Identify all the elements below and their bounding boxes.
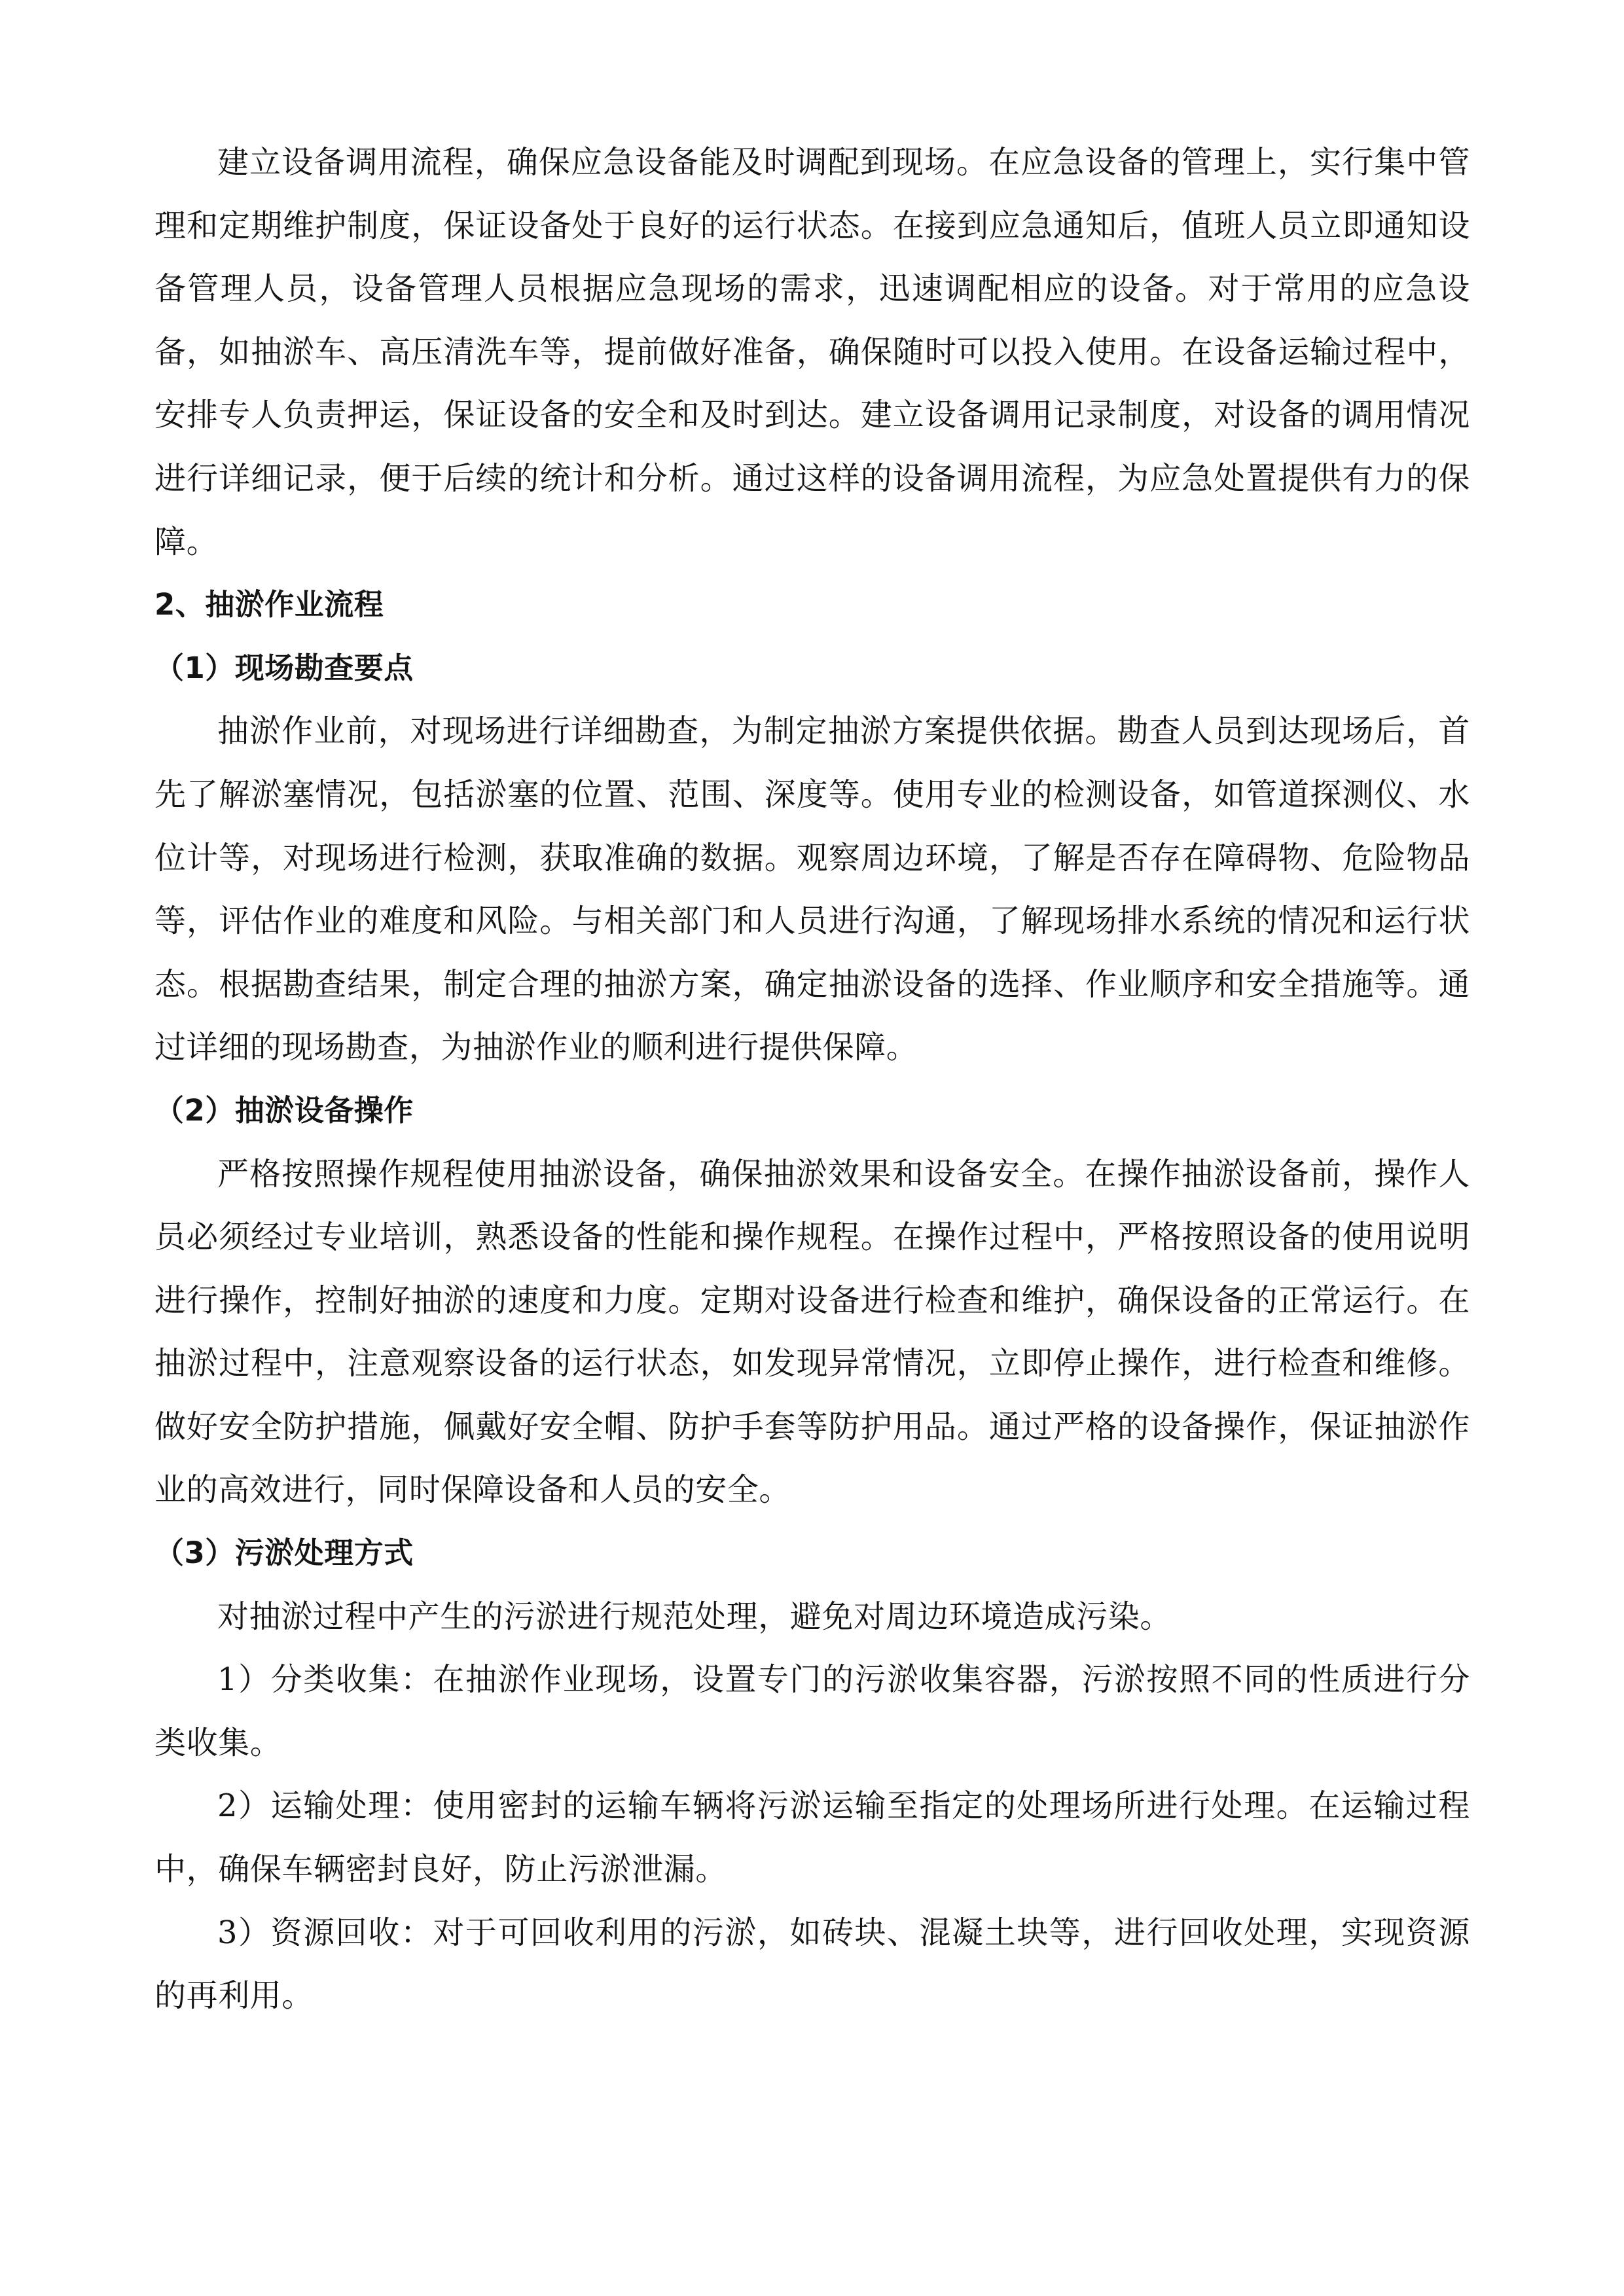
- list-item-transport-treatment: 2）运输处理：使用密封的运输车辆将污淤运输至指定的处理场所进行处理。在运输过程中，确保车辆密封良好，防止污淤泄漏。: [154, 1787, 1470, 1888]
- list-item-sorted-collection: 1）分类收集：在抽淤作业现场，设置专门的污淤收集容器，污淤按照不同的性质进行分类收集。: [154, 1661, 1470, 1761]
- paragraph-site-survey: 抽淤作业前，对现场进行详细勘查，为制定抽淤方案提供依据。勘查人员到达现场后，首先了解淤塞情况，包括淤塞的位置、范围、深度等。使用专业的检测设备，如管道探测仪、水位计等，对现场进行检测，获取准确的数据。观察周边环境，了解是否存在障碍物、危险物品等，评估作业的难度和风险。与相关部门和人员进行沟通，了解现场排水系统的情况和运行状态。根据勘查结果，制定合理的抽淤方案，确定抽淤设备的选择、作业顺序和安全措施等。通过详细的现场勘查，为抽淤作业的顺利进行提供保障。: [154, 713, 1470, 1066]
- subsection-heading-equipment-operation: （2）抽淤设备操作: [154, 1092, 414, 1128]
- subsection-heading-site-survey: （1）现场勘查要点: [154, 650, 414, 685]
- paragraph-equipment-dispatch: 建立设备调用流程，确保应急设备能及时调配到现场。在应急设备的管理上，实行集中管理和定期维护制度，保证设备处于良好的运行状态。在接到应急通知后，值班人员立即通知设备管理人员，设备管理人员根据应急现场的需求，迅速调配相应的设备。对于常用的应急设备，如抽淤车、高压清洗车等，提前做好准备，确保随时可以投入使用。在设备运输过程中，安排专人负责押运，保证设备的安全和及时到达。建立设备调用记录制度，对设备的调用情况进行详细记录，便于后续的统计和分析。通过这样的设备调用流程，为应急处置提供有力的保障。: [154, 144, 1470, 560]
- section-heading-dredging-workflow: 2、抽淤作业流程: [154, 587, 384, 622]
- subsection-heading-sludge-disposal: （3）污淤处理方式: [154, 1535, 414, 1571]
- paragraph-equipment-operation: 严格按照操作规程使用抽淤设备，确保抽淤效果和设备安全。在操作抽淤设备前，操作人员必须经过专业培训，熟悉设备的性能和操作规程。在操作过程中，严格按照设备的使用说明进行操作，控制好抽淤的速度和力度。定期对设备进行检查和维护，确保设备的正常运行。在抽淤过程中，注意观察设备的运行状态，如发现异常情况，立即停止操作，进行检查和维修。做好安全防护措施，佩戴好安全帽、防护手套等防护用品。通过严格的设备操作，保证抽淤作业的高效进行，同时保障设备和人员的安全。: [154, 1155, 1470, 1509]
- paragraph-sludge-intro: 对抽淤过程中产生的污淤进行规范处理，避免对周边环境造成污染。: [217, 1598, 1172, 1635]
- list-item-resource-recovery: 3）资源回收：对于可回收利用的污淤，如砖块、混凝土块等，进行回收处理，实现资源的再利用。: [154, 1914, 1470, 2015]
- document-body: [154, 131, 1470, 2028]
